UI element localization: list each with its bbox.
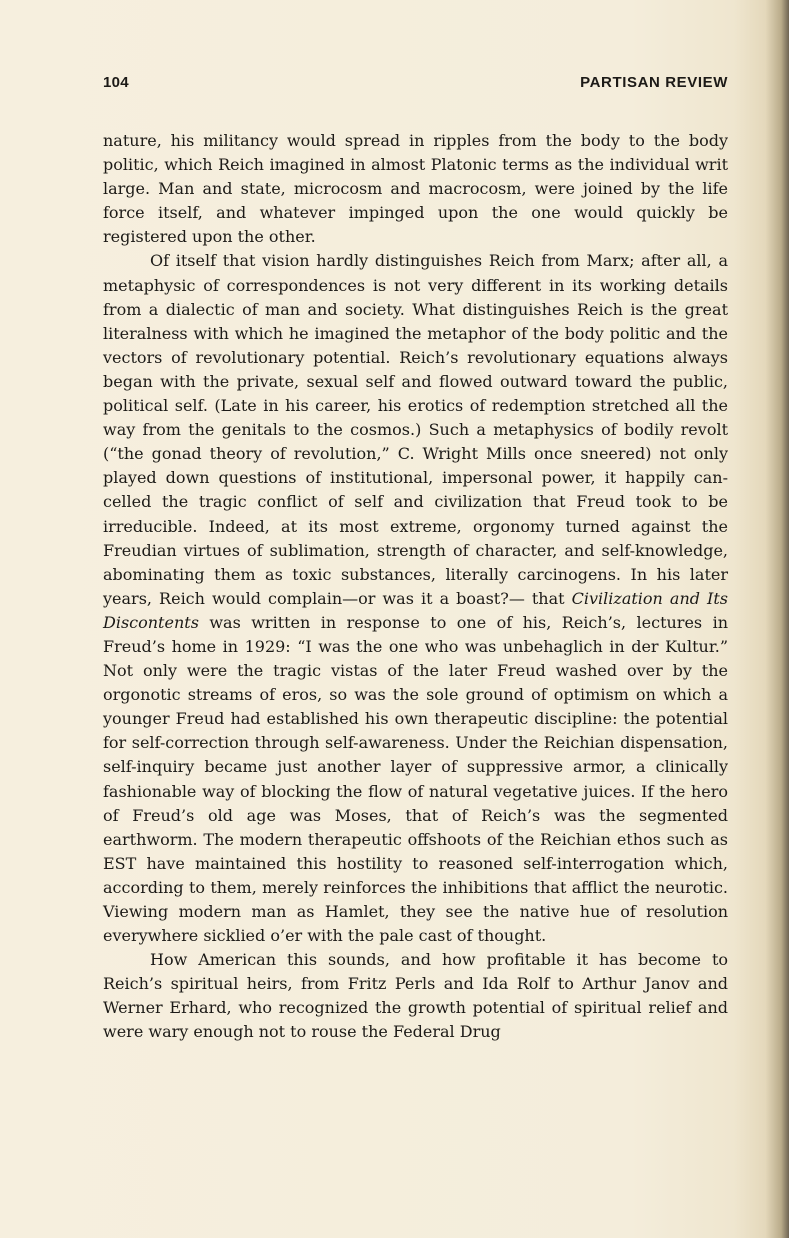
paragraph-2-text-a: Of itself that vision hardly distinguishes Reich from Marx; after all, a metaphysic of correspondences is not very different in its working details from a dialectic of man and society. What distinguishes Reich is the great literalness with which he imagined the metaphor of the body politic and the vectors of revolutionary potential. Reich’s revolutionary equations always began with the private, sexual self and flowed outward toward the public, political self. (Late in his career, his erotics of redemption stretched all the way from the genitals to the cosmos.) Such a metaphysics of bodily revolt (“the gonad theory of revolution,” C. Wright Mills once sneered) not only played down questions of institutional, impersonal power, it happily cancelled the tragic conflict of self and civilization that Freud took to be irreducible. Indeed, at its most extreme, orgonomy turned against the Freudian virtues of sublimation, strength of character, and self-knowledge, abominating them as toxic substances, literally carcinogens. In his later years, Reich would complain—or was it a boast?— that <box>103 251 728 608</box>
body-text <box>103 129 728 1045</box>
paragraph-1: nature, his militancy would spread in ripples from the body to the body politic, which Reich imagined in almost Platonic terms as the individual writ large. Man and state, microcosm and macrocosm, were joined by the life force itself, and whatever impinged upon the one would quickly be registered upon the other. <box>103 131 728 247</box>
paragraph-2 <box>103 249 728 948</box>
book-title: Civilization and Its Discontents <box>103 588 729 632</box>
paragraph-2-text-b: was written in response to one of his, Reich’s, lectures in Freud’s home in 1929: “I was the one who was unbehaglich in der Kultur.” Not only were the tragic vistas of the later Freud washed over by the orgonotic streams of eros, so was the sole ground of optimism on which a younger Freud had established his own therapeutic discipline: the potential for self-correction through self-awareness. Under the Reichian dispensation, self-inquiry became just another layer of suppressive armor, a clinically fashionable way of blocking the flow of natural vegetative juices. If the hero of Freud’s old age was Moses, that of Reich’s was the segmented earthworm. The modern therapeutic offshoots of the Reichian ethos such as EST have maintained this hostility to reasoned self-interrogation which, according to them, merely reinforces the inhibitions that afflict the neurotic. Viewing modern man as Hamlet, they see the native hue of resolution everywhere sicklied o’er with the pale cast of thought. <box>103 612 728 946</box>
page-number: 104 <box>103 74 129 91</box>
running-head: PARTISAN REVIEW <box>580 74 728 91</box>
paragraph-3: How American this sounds, and how profitable it has become to Reich’s spiritual heirs, from Fritz Perls and Ida Rolf to Arthur Janov and Werner Erhard, who recognized the growth potential of spiritual relief and were wary enough not to rouse the Federal Drug <box>103 950 728 1042</box>
